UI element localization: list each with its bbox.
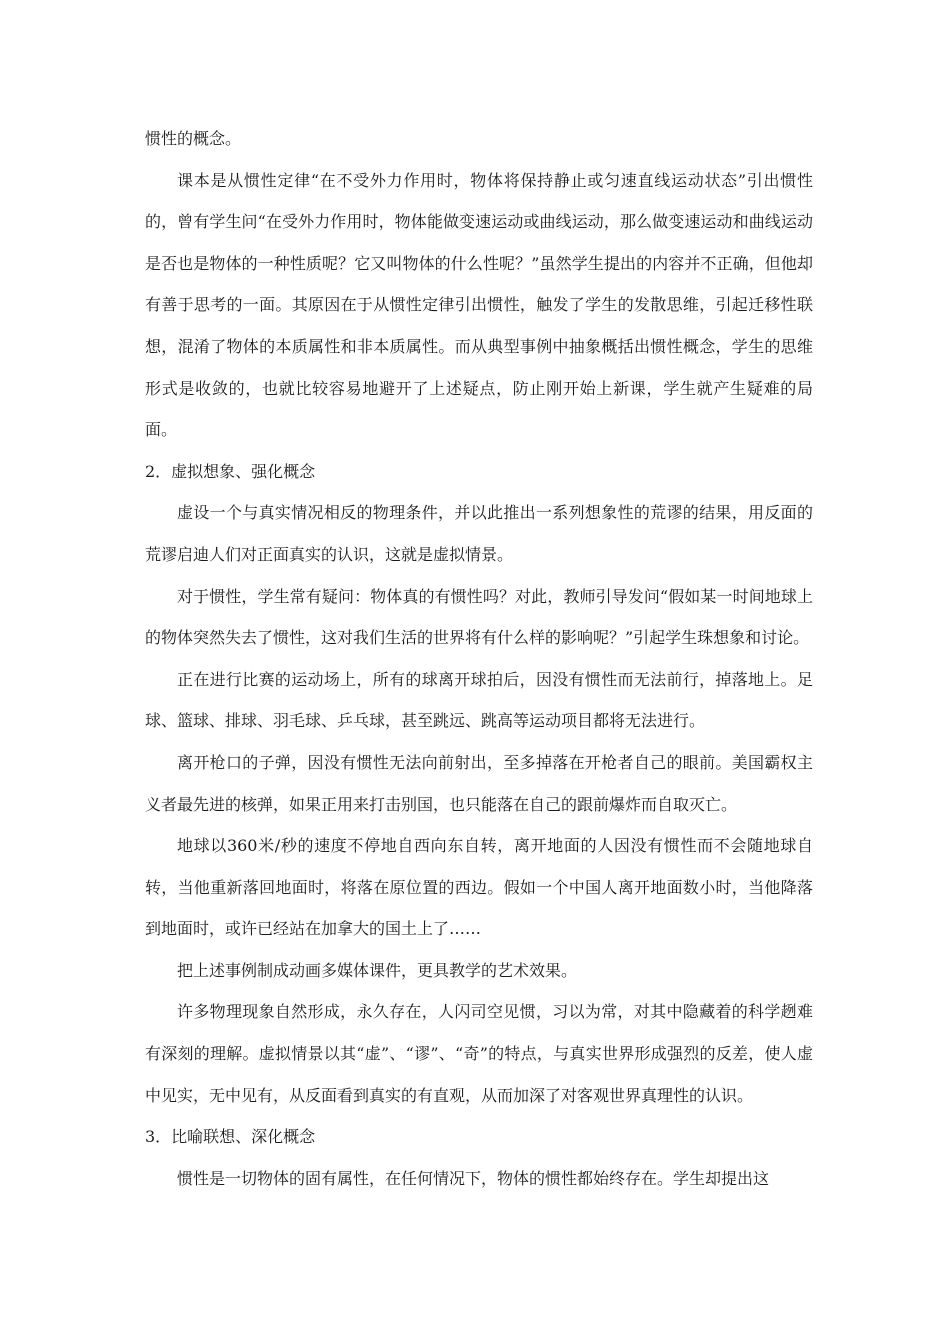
section-heading-3: 3．比喻联想、深化概念 <box>145 1127 316 1147</box>
paragraph-virtual-scenario-definition: 虚设一个与真实情况相反的物理条件，并以此推出一系列想象性的荒谬的结果，用反面的荒谬启迪人们对正面真实的认识，这就是虚拟情景。 <box>145 503 813 564</box>
paragraph-inertia-property: 惯性是一切物体的固有属性，在任何情况下，物体的惯性都始终存在。学生却提出这 <box>177 1168 770 1188</box>
paragraph-conclusion: 许多物理现象自然形成，永久存在，人闪司空见惯，习以为常，对其中隐藏着的科学趔难有深刻的理解。虚拟情景以其“虚”、“谬”、“奇”的特点，与真实世界形成强烈的反差，使人虚中见实，无中见有，从反面看到真实的有直观，从而加深了对客观世界真理性的认识。 <box>145 1002 813 1105</box>
paragraph-earth-rotation-example: 地球以360米/秒的速度不停地自西向东自转，离开地面的人因没有惯性而不会随地球自转，当他重新落回地面时，将落在原位置的西边。假如一个中国人离开地面数小时，当他降落到地面时，或许已经站在加拿大的国土上了…… <box>145 836 813 939</box>
paragraph-continuation: 惯性的概念。 <box>145 129 242 148</box>
paragraph-multimedia: 把上述事例制成动画多媒体课件，更具教学的艺术效果。 <box>177 960 578 980</box>
section-heading-2: 2．虚拟想象、强化概念 <box>145 461 316 481</box>
paragraph-student-question: 对于惯性，学生常有疑问：物体真的有惯性吗？对此，教师引导发问“假如某一时间地球上的物体突然失去了惯性，这对我们生活的世界将有什么样的影响呢？”引起学生珠想象和讨论。 <box>145 586 813 648</box>
paragraph-textbook-inertia-law: 课本是从惯性定律“在不受外力作用时，物体将保持静止或匀速直线运动状态”引出惯性的，曾有学生问“在受外力作用时，物体能做变速运动或曲线运动，那么做变速运动和曲线运动是否也是物体的一种性质呢？它又叫物体的什么性呢？”虽然学生提出的内容并不正确，但他却有善于思考的一面。其原因在于从惯性定律引出惯性，触发了学生的发散思维，引起迁移性联想，混淆了物体的本质属性和非本质属性。而从典型事例中抽象概括出惯性概念，学生的思维形式是收敛的，也就比较容易地避开了上述疑点，防止刚开始上新课，学生就产生疑难的局面。 <box>145 170 813 440</box>
document-page <box>145 118 813 1199</box>
paragraph-sports-example: 正在进行比赛的运动场上，所有的球离开球拍后，因没有惯性而无法前行，掉落地上。足球、篮球、排球、羽毛球、乒乓球，甚至跳远、跳高等运动项目都将无法进行。 <box>145 669 813 731</box>
paragraph-bullet-example: 离开枪口的子弹，因没有惯性无法向前射出，至多掉落在开枪者自己的眼前。美国霸权主义者最先进的核弹，如果正用来打击别国，也只能落在自己的跟前爆炸而自取灭亡。 <box>145 752 813 814</box>
